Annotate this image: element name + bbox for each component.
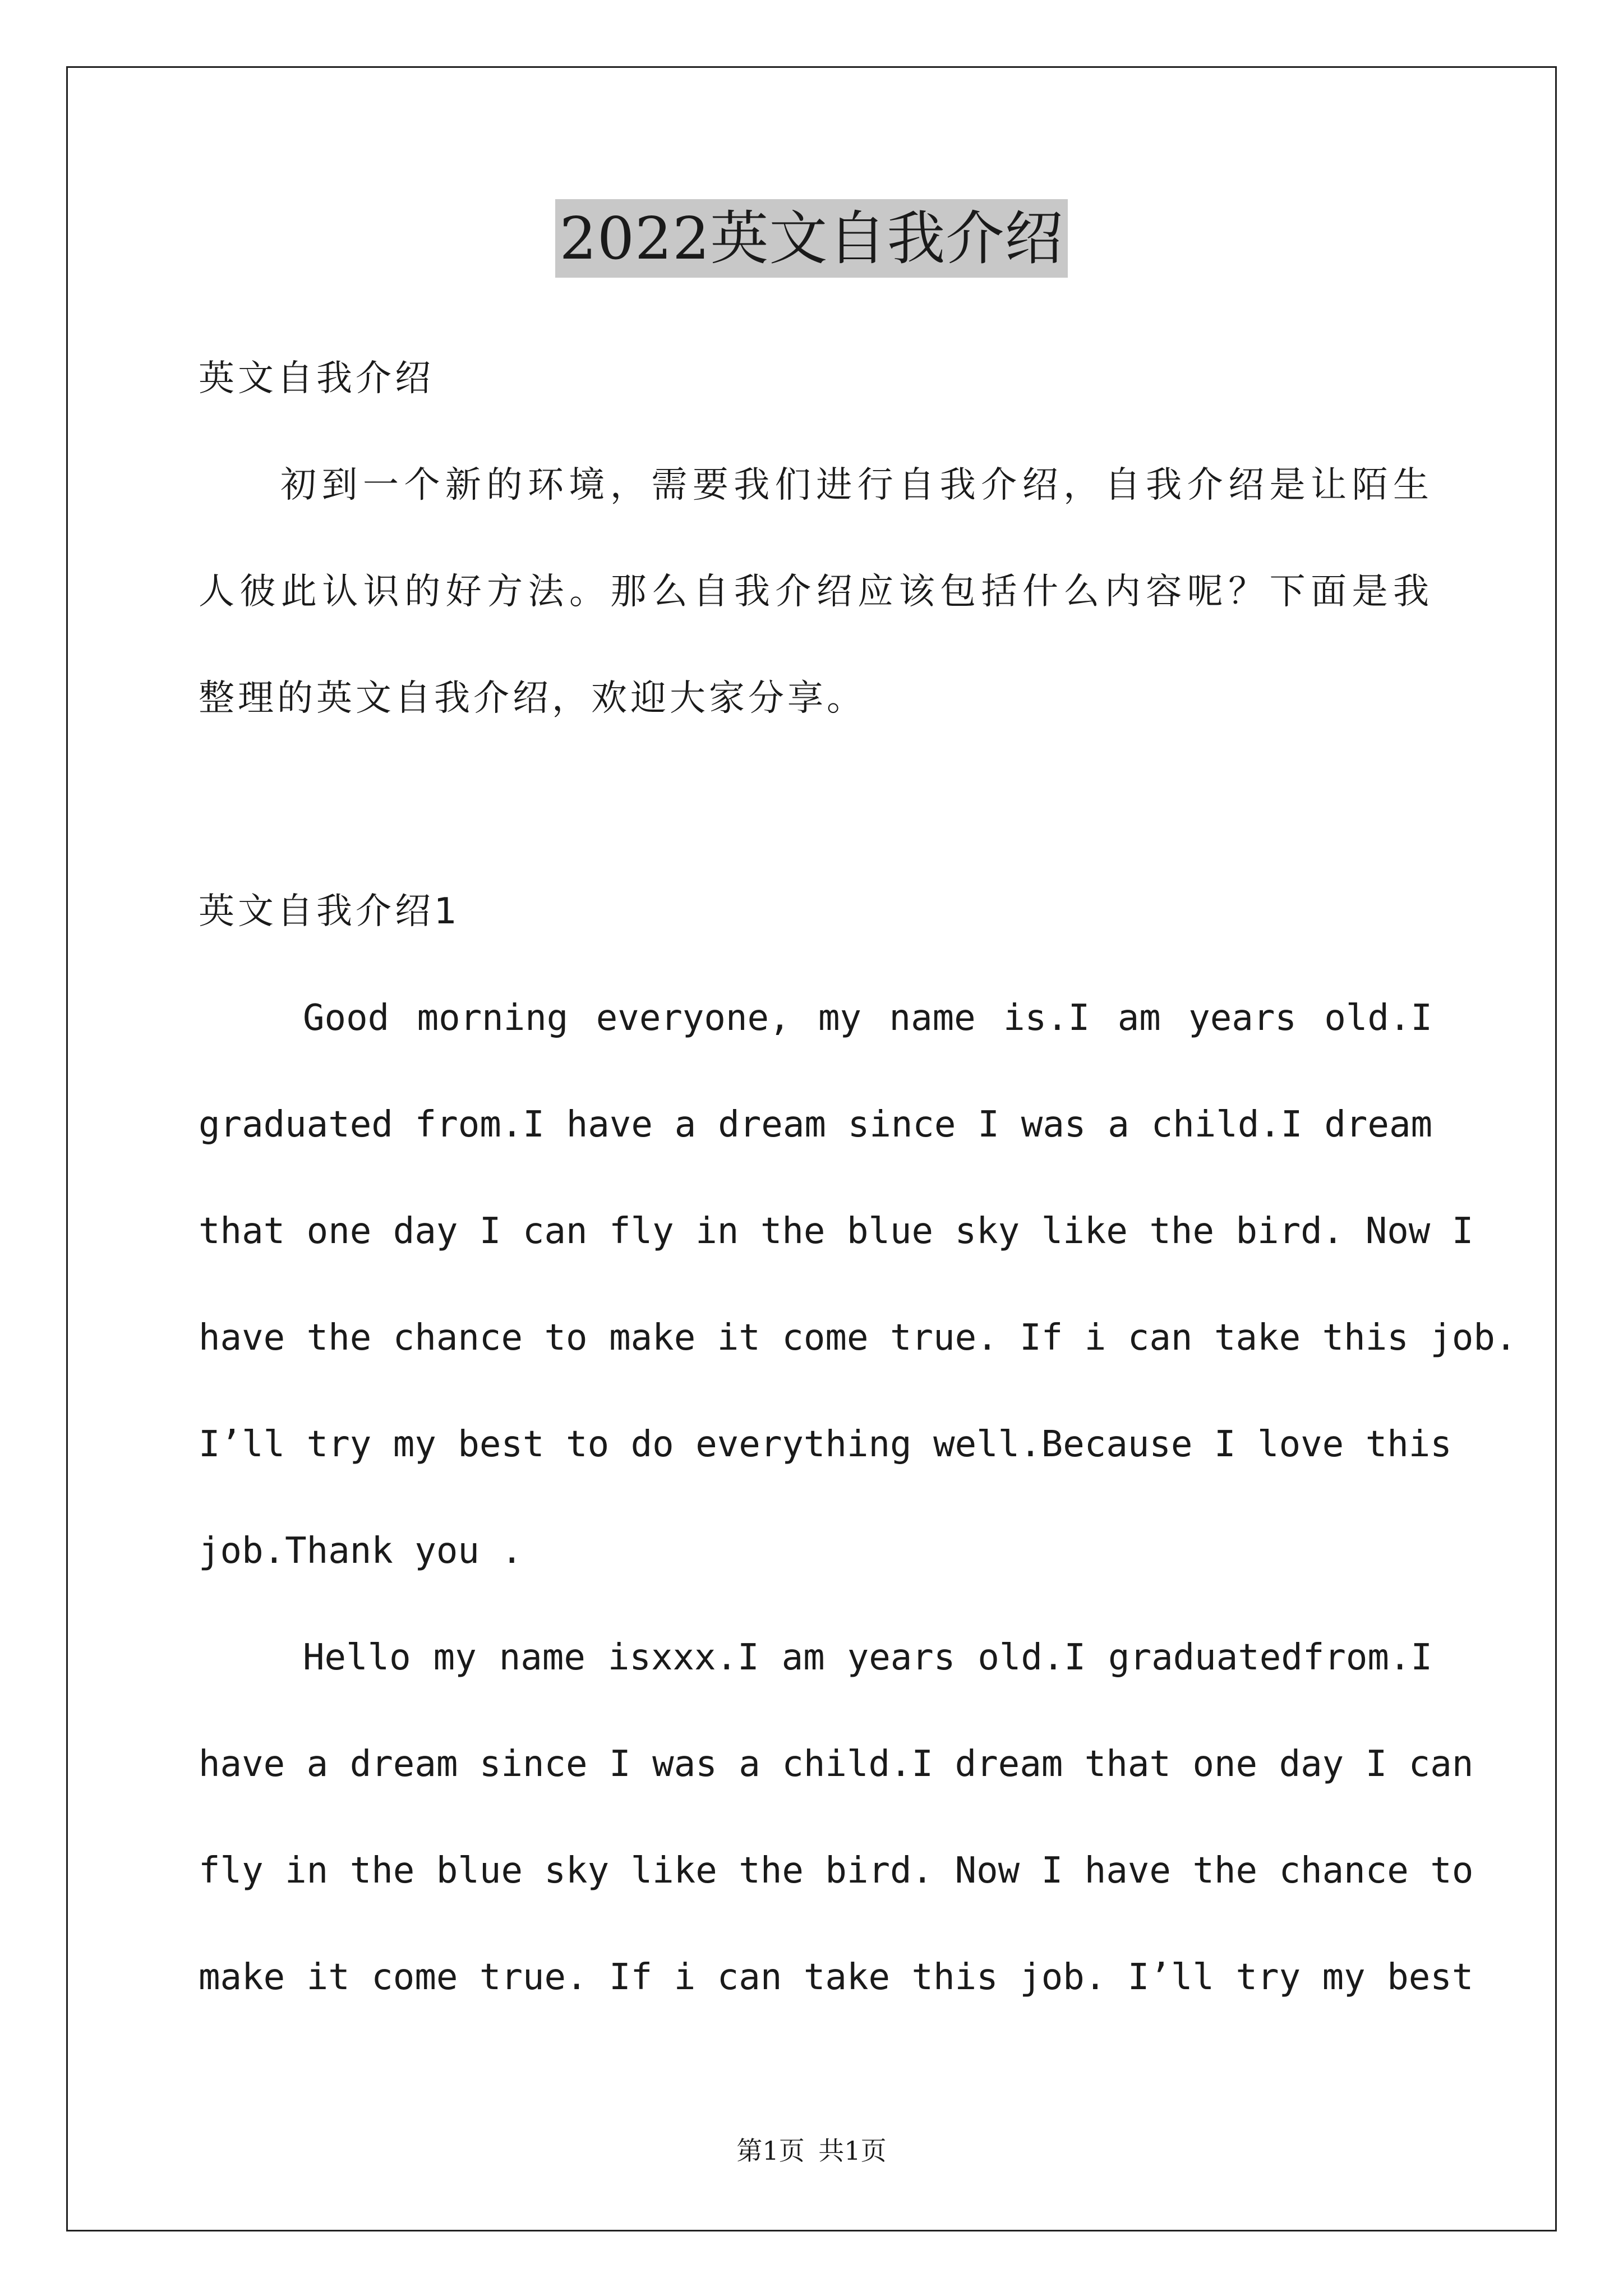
page-footer: 第1页 共1页 xyxy=(736,2136,887,2166)
paragraph1-line-5: I’ll try my best to do everything well.Because I love this xyxy=(199,1424,1452,1465)
intro-line-1: 初到一个新的环境，需要我们进行自我介绍，自我介绍是让陌生 xyxy=(280,464,1432,506)
section-heading: 英文自我介绍1 xyxy=(199,891,460,932)
paragraph1-line-3: that one day I can fly in the blue sky like the bird. Now I xyxy=(199,1211,1474,1252)
paragraph2-line-1: Hello my name isxxx.I am years old.I graduatedfrom.I xyxy=(303,1637,1432,1678)
title-container xyxy=(0,199,1623,278)
paragraph1-line-6: job.Thank you . xyxy=(199,1530,523,1572)
paragraph1-line-1: Good morning everyone, my name is.I am years old.I xyxy=(303,997,1432,1039)
intro-line-2: 人彼此认识的好方法。那么自我介绍应该包括什么内容呢？下面是我 xyxy=(199,571,1432,613)
paragraph2-line-3: fly in the blue sky like the bird. Now I have the chance to xyxy=(199,1850,1474,1892)
document-title: 2022英文自我介绍 xyxy=(555,199,1068,278)
paragraph1-line-4: have the chance to make it come true. If i can take this job. xyxy=(199,1317,1517,1359)
paragraph2-line-4: make it come true. If i can take this job. I’ll try my best xyxy=(199,1957,1474,1998)
intro-line-3: 整理的英文自我介绍，欢迎大家分享。 xyxy=(199,678,866,719)
subtitle: 英文自我介绍 xyxy=(199,358,434,399)
paragraph2-line-2: have a dream since I was a child.I dream that one day I can xyxy=(199,1743,1474,1785)
paragraph1-line-2: graduated from.I have a dream since I was a child.I dream xyxy=(199,1104,1432,1145)
